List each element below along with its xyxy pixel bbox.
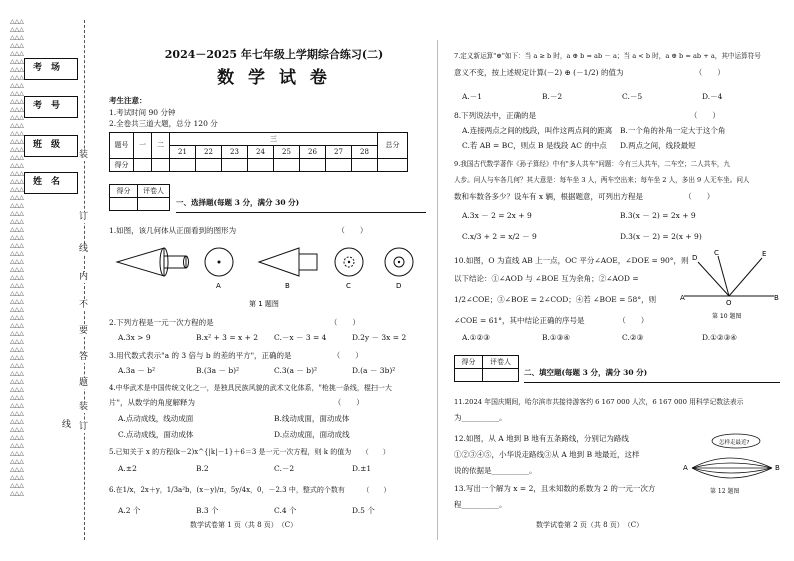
class-label: 班 级 [33,140,61,150]
point-label: B [774,294,779,302]
point-label: E [762,250,767,258]
exam-subtitle: 数 学 试 卷 [217,68,331,88]
question-10-line-4: ∠COE = 61°，其中结论正确的序号是 （ ） [454,316,649,325]
score-header-cell: 二 [152,133,170,159]
section2-grader-table [454,355,519,382]
question-7-option: D.－4 [702,92,723,101]
grader-cell[interactable] [138,198,170,211]
speech-bubble [712,434,760,448]
score-header-cell: 25 [274,146,300,159]
question-10-figure [680,250,780,322]
class-box [24,135,78,157]
page-2-footer: 数学试卷第 2 页（共 8 页） （C） [536,521,644,529]
exam-number-label: 考 号 [33,101,61,111]
question-12-figure [680,432,784,496]
binding-char: 内 [79,272,89,282]
cone-cylinder-solid [117,248,189,276]
option-label: B [285,282,290,290]
column-divider [437,40,438,540]
page-2 [448,0,786,561]
option-a-view [205,248,233,276]
binding-char: 订 [79,212,89,222]
question-13-line-2: 程__________。 [454,500,507,509]
binding-char: 线 [62,420,72,430]
grader-cell[interactable] [483,369,519,382]
question-4-line-2: 片"，从数学的角度解释为 （ ） [109,398,364,407]
score-header-cell: 23 [222,146,248,159]
score-cell[interactable] [222,159,248,172]
name-box [24,172,78,194]
score-header-cell: 22 [196,146,222,159]
question-9-option: A.3x － 2 = 2x + 9 [462,211,532,220]
question-6-option: B.3 个 [196,506,219,515]
question-8: 8.下列说法中，正确的是 （ ） [454,111,720,120]
figure-caption: 第 1 题图 [249,300,279,308]
question-13-line-1: 13.写出一个解为 x = 2，且未知数的系数为 2 的一元一次方 [454,484,656,493]
question-4-option: D.点动成面，面动成线 [274,430,350,439]
score-cell[interactable] [274,159,300,172]
option-c-view [335,248,363,276]
score-header-cell: 三 [170,133,378,146]
exam-title: 2024－2025 年七年级上学期综合练习(二) [164,48,384,61]
score-cell[interactable] [300,159,326,172]
question-9-option: B.3(x － 2) = 2x + 9 [620,211,696,220]
note-line: 2.全卷共三道大题，总分 120 分 [109,119,218,128]
point-label: A [680,294,685,302]
section1-grader-table [109,184,170,211]
score-table [109,132,408,172]
question-5-option: D.±1 [352,464,372,473]
score-cell[interactable] [134,159,152,172]
question-2-option: C.－x － 3 = 4 [274,333,327,342]
question-8-option: B.一个角的补角一定大于这个角 [620,126,726,135]
score-cell[interactable] [196,159,222,172]
question-9-line-3: 数和车数各多少？设车有 x 辆，根据题意，可列出方程是 （ ） [454,192,715,201]
option-d-view [385,248,413,276]
question-4-option: C.点动成线，面动成体 [118,430,194,439]
score-header-cell: 24 [248,146,274,159]
score-header-cell: 27 [326,146,352,159]
point-label: O [726,299,732,307]
binding-strip [0,0,104,561]
option-label: D [396,282,402,290]
question-6: 6.在1/x，2x＋y，1/3a²b，(x－y)/π，5y/4x，0，－2.3 中，整式的个数有 （ ） [109,486,391,494]
name-label: 姓 名 [33,177,61,187]
question-3-option: D.(a － 3b)² [352,366,396,375]
exam-room-box [24,58,78,80]
grader-cell[interactable] [110,198,138,211]
question-10-option: A.①②③ [462,333,490,342]
grader-label: 得分 [455,356,483,369]
score-row-label: 得分 [110,159,134,172]
question-12-line-1: 12.如图，从 A 地到 B 地有五条路线，分别记为路线 [454,434,629,443]
question-1: 1.如图，该几何体从正面看到的图形为 （ ） [109,226,368,235]
point-label: D [692,254,698,262]
score-cell[interactable] [352,159,378,172]
question-9-line-1: 9.我国古代数学著作《孙子算经》中有"多人共车"问题：今有三人共车，二车空；二人共车，九 [454,160,731,168]
question-3-option: B.(3a － b)² [196,366,240,375]
question-9-option: C.x/3 + 2 = x/2 － 9 [462,232,537,241]
question-8-option: C.若 AB = BC，则点 B 是线段 AC 的中点 [462,141,607,150]
section2-title: 二、填空题(每题 3 分，满分 30 分) [524,368,648,377]
question-8-option: A.连接两点之间的线段，叫作这两点间的距离 [462,126,613,135]
question-3: 3.用代数式表示"a 的 3 倍与 b 的差的平方"，正确的是 （ ） [109,351,363,360]
option-b-view [259,248,317,276]
option-label: A [216,282,221,290]
question-4-option: B.线动成面，面动成体 [274,414,350,423]
question-10-line-2: 以下结论：①∠AOD 与 ∠BOE 互为余角；②∠AOD = [454,274,639,283]
grader-label: 评卷人 [138,185,170,198]
section1-title: 一、选择题(每题 3 分，满分 30 分) [176,198,300,207]
exam-number-box [24,96,78,118]
point-label: B [775,464,780,472]
question-10-line-1: 10.如图，O 为直线 AB 上一点，OC 平分∠AOE，∠DOE = 90°，则 [454,256,689,265]
score-header-cell: 题号 [110,133,134,159]
section1-rule [176,212,426,213]
question-2: 2.下列方程是一元一次方程的是 （ ） [109,318,360,327]
grader-cell[interactable] [455,369,483,382]
question-7-line-2: 意义不变，按上述规定计算(－2) ⊕ (－1/2) 的值为 （ ） [454,68,725,77]
binding-char: 装 [79,402,89,412]
question-11-line-1: 11.2024 年国庆期间，哈尔滨市共接待游客约 6 167 000 人次，6 167 000 用科学记数法表示 [454,398,744,406]
point-label: C [714,250,719,257]
question-7-option: A.－1 [462,92,483,101]
grader-label: 评卷人 [483,356,519,369]
exam-room-label: 考 场 [33,63,61,73]
question-12-line-2: ①②③④⑤，小华说走路线③从 A 地到 B 地最近，这样 [454,450,640,459]
question-7-option: C.－5 [622,92,643,101]
question-8-option: D.两点之间，线段最短 [620,141,696,150]
page-1-footer: 数学试卷第 1 页（共 8 页） （C） [190,521,298,529]
ray-oe [729,258,762,296]
notes-heading: 考生注意： [109,96,147,105]
question-5-option: B.2 [196,464,209,473]
binding-char: 要 [79,326,89,336]
score-cell[interactable] [170,159,196,172]
question-10-line-3: 1/2∠COE；③∠BOE = 2∠COD；④若 ∠BOE = 58°，则 [454,295,657,304]
question-12-caption: 第 12 题图 [710,488,740,495]
question-5: 5.已知关于 x 的方程(k－2)x^{|k|－1}＋6＝3 是一元一次方程，则 k 的值为 （ ） [109,448,390,456]
binding-char: 不 [79,300,89,310]
question-4-option: A.点动成线，线动成面 [118,414,194,423]
question-9-option: D.3(x － 2) = 2(x + 9) [620,232,702,241]
question-6-option: D.5 个 [352,506,375,515]
question-10-option: D.①②③④ [702,333,738,342]
section2-rule [524,382,780,383]
score-cell[interactable] [152,159,170,172]
question-2-option: B.x² + 3 = x + 2 [196,333,259,342]
question-9-line-2: 人步。问人与车各几何？其大意是：每车坐 3 人，两车空出来；每车坐 2 人，多出 9 人无车坐。问人 [454,176,750,184]
question-6-option: A.2 个 [118,506,141,515]
question-4-line-1: 4.中华武术是中国传统文化之一，是独具民族风貌的武术文化体系，"枪挑一条线，棍扫一大 [109,384,392,392]
question-2-option: D.2y － 3x = 2 [352,333,407,342]
question-2-option: A.3x > 9 [118,333,151,342]
score-header-cell: 21 [170,146,196,159]
figure-caption: 第 10 题图 [712,313,742,320]
binding-char: 线 [79,244,89,254]
grader-label: 得分 [110,185,138,198]
triangle-pattern: △△△△△△△△△△△△△△△△△△△△△△△△△△△△△△△△△△△△△△△△△△△△△△△△△△△△△△△△△△△△△△△△△△△△△△△△△△△△△△△△△△△△△△△△△△△△△△△△△△△△△△△△△△△△△△△△△△△△△△△△△△△△△△△△△△△△△△△△△△△△△△△△△△△△△△△△△△△△△△△△△△△△△△△△△△△△△△△△△△△△ [10,18,24,497]
score-cell[interactable] [326,159,352,172]
question-10-option: C.②③ [622,333,644,342]
page-1 [104,0,432,561]
note-line: 1.考试时间 90 分钟 [109,108,176,117]
question-3-option: C.3(a － b)² [274,366,318,375]
score-cell[interactable] [248,159,274,172]
question-5-option: A.±2 [118,464,137,473]
question-5-option: C.－2 [274,464,295,473]
speech-bubble-text: 怎样走最近? [719,440,750,446]
score-cell[interactable] [378,159,408,172]
question-7-line-1: 7.定义新运算"⊕"如下：当 a ≥ b 时，a ⊕ b = ab － a；当 a < b 时，a ⊕ b = ab + a，其中运算符号 [454,52,761,60]
score-header-cell: 28 [352,146,378,159]
score-header-cell: 总分 [378,133,408,159]
question-12-line-3: 说的依据是__________。 [454,466,537,475]
route-lines [692,458,772,478]
binding-char: 装 [79,150,89,160]
binding-char: 题 [79,378,89,388]
question-3-option: A.3a － b² [118,366,156,375]
binding-char: 答 [79,352,89,362]
question-10-option: B.①③④ [542,333,571,342]
question-6-option: C.4 个 [274,506,297,515]
question-1-figure [109,240,429,310]
binding-char: 订 [79,422,89,432]
score-header-cell: 一 [134,133,152,159]
question-11-line-2: 为__________。 [454,413,507,422]
option-label: C [346,282,351,290]
score-header-cell: 26 [300,146,326,159]
point-label: A [683,464,688,472]
question-7-option: B.－2 [542,92,563,101]
